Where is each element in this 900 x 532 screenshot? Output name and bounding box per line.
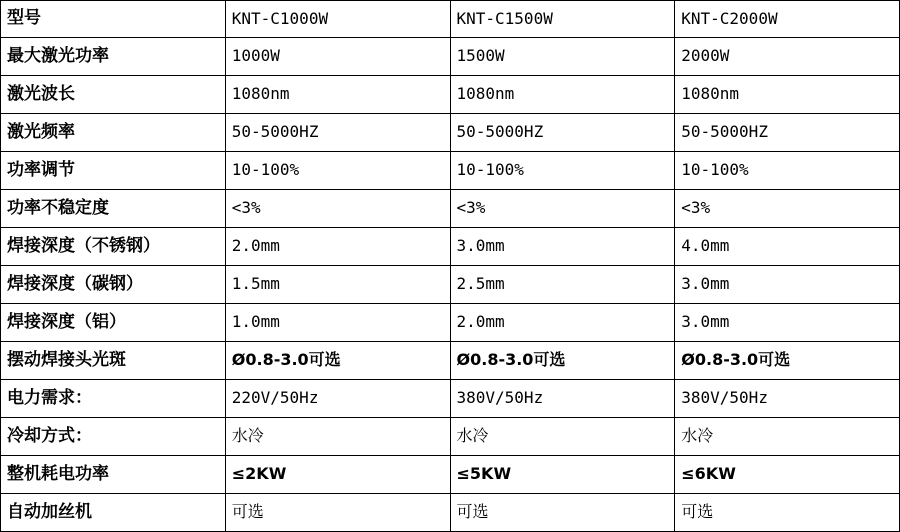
table-row xyxy=(1,190,900,228)
table-row xyxy=(1,76,900,114)
table-row xyxy=(1,494,900,532)
table-row xyxy=(1,228,900,266)
row-value-c2000w: 380V/50Hz xyxy=(675,380,900,418)
row-value-c1000w: Ø0.8-3.0可选 xyxy=(225,342,450,380)
table-row xyxy=(1,418,900,456)
table-row xyxy=(1,114,900,152)
table-row xyxy=(1,456,900,494)
row-label: 激光频率 xyxy=(1,114,226,152)
row-value-c2000w: 3.0mm xyxy=(675,304,900,342)
row-value-c1000w: 可选 xyxy=(225,494,450,532)
row-value-c2000w: <3% xyxy=(675,190,900,228)
table-body xyxy=(1,1,900,532)
row-label: 电力需求： xyxy=(1,380,226,418)
table-row xyxy=(1,342,900,380)
row-value-c1000w: 2.0mm xyxy=(225,228,450,266)
table-row xyxy=(1,304,900,342)
row-value-c1500w: KNT-C1500W xyxy=(450,1,675,38)
row-value-c2000w: 水冷 xyxy=(675,418,900,456)
row-label: 焊接深度（碳钢） xyxy=(1,266,226,304)
row-value-c2000w: 2000W xyxy=(675,38,900,76)
row-value-c1000w: <3% xyxy=(225,190,450,228)
table-row xyxy=(1,266,900,304)
row-label: 冷却方式： xyxy=(1,418,226,456)
row-value-c1000w: 1.0mm xyxy=(225,304,450,342)
row-label: 摆动焊接头光斑 xyxy=(1,342,226,380)
row-value-c2000w: 10-100% xyxy=(675,152,900,190)
row-value-c1000w: 1.5mm xyxy=(225,266,450,304)
row-value-c1000w: 水冷 xyxy=(225,418,450,456)
row-value-c1000w: 50-5000HZ xyxy=(225,114,450,152)
row-label: 整机耗电功率 xyxy=(1,456,226,494)
row-value-c2000w: 3.0mm xyxy=(675,266,900,304)
row-value-c1500w: 380V/50Hz xyxy=(450,380,675,418)
row-value-c1500w: <3% xyxy=(450,190,675,228)
row-value-c1500w: 2.0mm xyxy=(450,304,675,342)
table-row xyxy=(1,1,900,38)
row-value-c1500w: 1080nm xyxy=(450,76,675,114)
row-value-c1500w: 2.5mm xyxy=(450,266,675,304)
row-value-c1000w: 1000W xyxy=(225,38,450,76)
row-value-c2000w: 可选 xyxy=(675,494,900,532)
row-value-c1000w: 220V/50Hz xyxy=(225,380,450,418)
row-value-c2000w: 1080nm xyxy=(675,76,900,114)
row-label: 焊接深度（铝） xyxy=(1,304,226,342)
row-label: 焊接深度（不锈钢） xyxy=(1,228,226,266)
row-value-c1500w: 50-5000HZ xyxy=(450,114,675,152)
table-row xyxy=(1,38,900,76)
row-label: 激光波长 xyxy=(1,76,226,114)
row-value-c1500w: 水冷 xyxy=(450,418,675,456)
table-row xyxy=(1,152,900,190)
row-value-c1500w: 1500W xyxy=(450,38,675,76)
row-value-c2000w: 4.0mm xyxy=(675,228,900,266)
row-value-c2000w: KNT-C2000W xyxy=(675,1,900,38)
row-value-c1000w: KNT-C1000W xyxy=(225,1,450,38)
row-value-c1500w: Ø0.8-3.0可选 xyxy=(450,342,675,380)
row-value-c1000w: ≤2KW xyxy=(225,456,450,494)
row-value-c2000w: Ø0.8-3.0可选 xyxy=(675,342,900,380)
row-label: 功率不稳定度 xyxy=(1,190,226,228)
row-value-c1500w: 3.0mm xyxy=(450,228,675,266)
row-value-c1000w: 10-100% xyxy=(225,152,450,190)
row-label: 最大激光功率 xyxy=(1,38,226,76)
row-value-c2000w: ≤6KW xyxy=(675,456,900,494)
row-value-c1500w: ≤5KW xyxy=(450,456,675,494)
row-value-c2000w: 50-5000HZ xyxy=(675,114,900,152)
row-label: 功率调节 xyxy=(1,152,226,190)
row-value-c1500w: 可选 xyxy=(450,494,675,532)
row-label: 自动加丝机 xyxy=(1,494,226,532)
row-value-c1500w: 10-100% xyxy=(450,152,675,190)
table-row xyxy=(1,380,900,418)
row-label: 型号 xyxy=(1,1,226,38)
row-value-c1000w: 1080nm xyxy=(225,76,450,114)
